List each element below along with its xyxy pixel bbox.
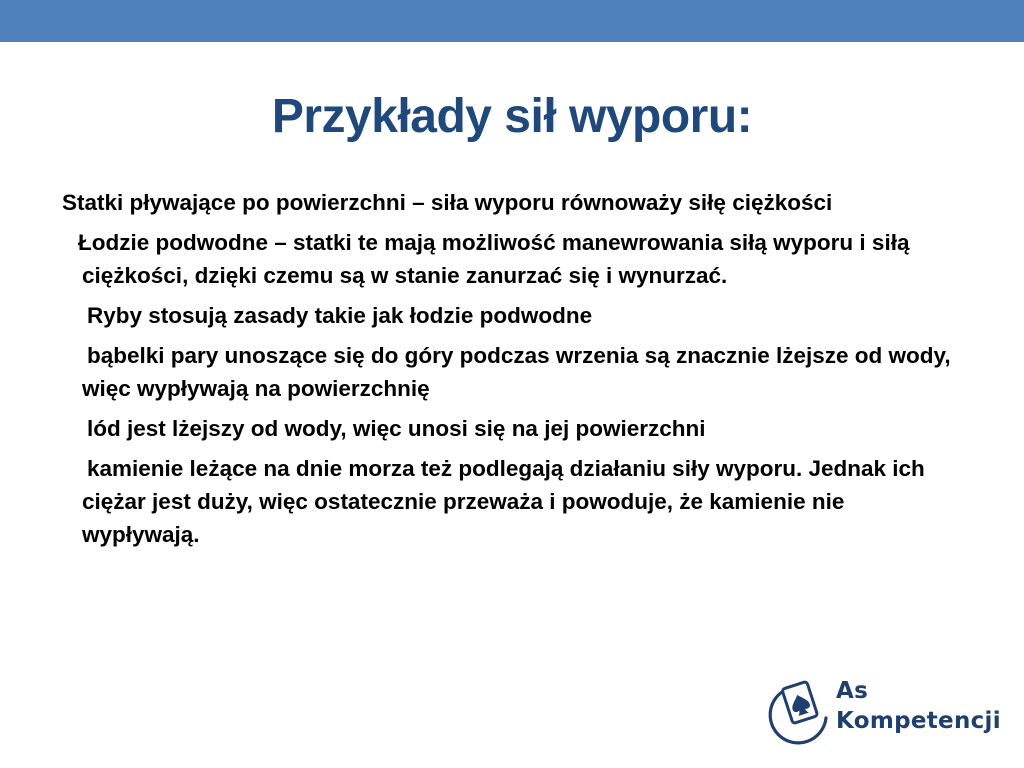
list-item	[62, 299, 962, 332]
as-kompetencji-logo[interactable]	[768, 672, 1001, 746]
logo-line-2: Kompetencji	[836, 708, 1001, 734]
list-item	[62, 452, 962, 551]
list-item-text: bąbelki pary unoszące się do góry podczas wrzenia są znacznie lżejsze od wody, więc wypływają na powierzchnię	[82, 343, 951, 401]
spade-card-icon	[768, 672, 834, 746]
top-accent-bar	[0, 0, 1024, 42]
list-item	[62, 186, 962, 219]
slide-title: Przykłady sił wyporu:	[271, 90, 753, 143]
list-item-text: Łodzie podwodne – statki te mają możliwość manewrowania siłą wyporu i siłą ciężkości, dzięki czemu są w stanie zanurzać się i wynurzać.	[78, 230, 910, 288]
logo-wordmark	[836, 676, 1001, 736]
list-item	[62, 226, 962, 292]
slide-body	[62, 186, 962, 558]
list-item	[62, 412, 962, 445]
list-item-text: lód jest lżejszy od wody, więc unosi się na jej powierzchni	[87, 416, 706, 441]
list-item-text: kamienie leżące na dnie morza też podlegają działaniu siły wyporu. Jednak ich ciężar jest duży, więc ostatecznie przeważa i powoduje, że kamienie nie wypływają.	[82, 456, 925, 547]
list-item-text: Ryby stosują zasady takie jak łodzie podwodne	[87, 303, 593, 328]
list-item	[62, 339, 962, 405]
logo-line-1: As	[836, 678, 869, 704]
list-item-text: Statki pływające po powierzchni – siła wyporu równoważy siłę ciężkości	[62, 190, 833, 215]
